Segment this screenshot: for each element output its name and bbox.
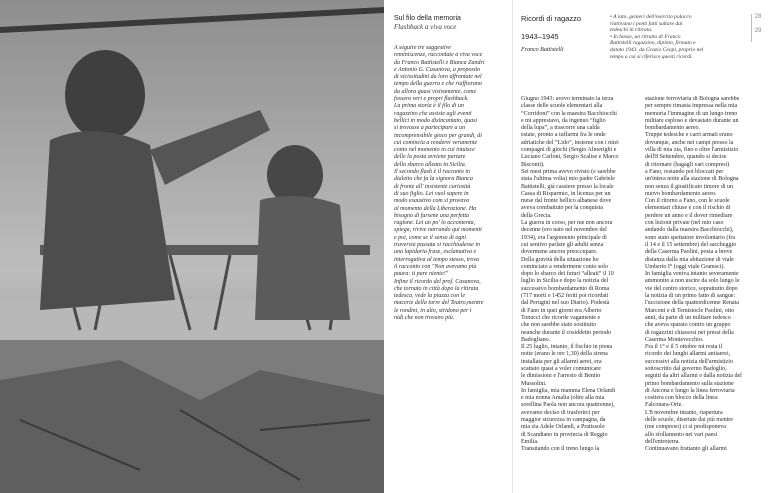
section-title: Sul filo della memoria	[394, 15, 461, 22]
section-subtitle: Flashback a viva voce	[394, 23, 457, 31]
article-title: Ricordi di ragazzo	[521, 14, 582, 23]
page-numbers	[751, 14, 764, 42]
page-number-left: 28	[751, 14, 764, 28]
body-text-2: stazione ferroviaria di Bologna sarebbe per sempre rimasta impressa nella mia memoria l'immagine di un lungo treno militare esploso e devastato durante un bombardamento aereo. Truppe tedesche e carri armati erano dovunque, anche nei campi presso la villa di mia zia, fino e oltre l'armistizio dell'8 Settembre, quando si decise di ritornare (bagagli vari compresi) a Fano, restando poi bloccati per un'intera notte alla stazione di Bologna non senza il giustificato timore di un nuovo bombardamento aereo. Con il ritorno a Fano, con le scuole elementari chiuse e con il rischio di perdere un anno e il dover rimediare con lezioni private (nel mio caso andando dalla maestra Bacchiocchi), sono stato spettatore involontario (fra il 14 e il 15 settembre) del saccheggio della Caserma Paolini, posta a breve distanza dalla mia abitazione di viale Umberto I° (oggi viale Gramsci). In famiglia veniva intanto severamente ammonito a non uscire da solo lungo le vie del centro storico, soprattutto dopo la notizia di un primo fatto di sangue: l'uccisione della quattordicenne Renata Marconi e di Temistocle Paolini, otto anni, da parte di un militare tedesco che aveva sparato contro un gruppo di ragazzini chiassosi nei pressi della Caserma Montevecchio. Fra il 1° e il 5 ottobre mi resta il ricordo dei lunghi allarmi antiaerei, successivi alla notizia dell'armistizio sottoscritto dal governo Badoglio, seguiti da altri allarmi e dalla notizia del primo bombardamento sulla stazione di Ancona e lungo la linea ferroviaria costiera con blocco della linea Falconara-Orte. L'8 novembre intanto, riapertura delle scuole, disertate dai più mentre (me compreso) ci si predisponeva allo sfollamento nei vari paesi dell'entroterra. Continuavano frattanto gli allarmi	[645, 96, 742, 453]
intro-paragraph: A seguire tre suggestive reminiscenze, raccontate a viva voce da Franco Battistelli e Bianca Zandri e Antonio G. Casanova, a proposito di vicissitudini da loro affrontate nel tempo della guerra e che riaffiorano da allora quasi visivamente, come fossero veri e propri flashback. La prima storia è il filo di un ragazzino che assiste agli eventi bellici in modo disincantato, quasi si trovasse a partecipare a un incomprensibile gioco per grandi, di cui comincia a renderei veramente conto nel momento in cui intuisce delle la posta avviene partare dello sbarco alleato in Sicilia. Il secondo flash è il racconto in dialetto che fa la signora Bianca di fronte all' insistente curiosità di suo figlio. Lei vuol sapere in modo esaustivo com si provava al momento della Liberazione. Ha bisogno di farsene una perfetta ragione. Lei un po' lo accontenta, spiega, rivive narrando qui momenti e poi, come se il senso di ogni traversia passata si racchiudesse in una lapidaria frase, esclamativa e interrogativa al tempo stesso, trova il racconto con "Non avevamo più paura: ti pare niente!" Infine il ricordo del prof. Casanova, che tornato in città dopo la ritirata tedesca, vede la piazza con le macerie della torre del Teatro,mentre le rondini, in alto, stridono per i nidi che non trovano più.	[394, 45, 485, 321]
section-kicker	[394, 14, 461, 32]
column-divider	[512, 0, 513, 493]
article-author: Franco Battistelli	[521, 47, 564, 53]
body-column-2	[645, 96, 763, 488]
photo-captions: • A lato, genieri dell'esercito polacco riattivano i ponti fatti saltare dai tedeschi in ritirata. • In basso, un ritratto di Franco Battistelli ragazzino, dipinto, firmato e datato 1943, da Grazio Ceopi, proprio nel tempo a cui si riferisce questi ricordi.	[610, 14, 704, 60]
article-years: 1943–1945	[521, 32, 559, 41]
body-column-1	[521, 96, 639, 488]
body-text-1: Giugno 1943: avevo terminato la terza classe delle scuole elementari alla “Corridoni” con la maestra Bacchiocchi e mi apprestavo, da ingenuo “figlio della lupa”, a trascorre una calda estate, pronto a tuffarmi fra le onde adriatiche del “Lido”, insieme con i miei compagni di giochi (Sergio Almerighi e Luciano Carloni, Sergio Scalise e Marco Bisconti). Sei mesi prima avevo rivisto (e sarebbe stata l'ultima volta) mio padre Gabriele Battistelli, già cassiere presso la locale Cassa di Risparmio, in licenza per un mese dal fronte bellico albanese dove aveva combattuto per la conquista della Grecia. La guerra in corso, per me non ancora decenne (ero nato nel novembre del 1934), era l'argomento principale di cui sentivo parlare gli adulti senza dovermene ancora preoccupare. Della gravità della situazione ho cominciato a rendermene conto solo dopo lo sbarco dei futuri “alleati” il 10 luglio in Sicilia e dopo la notizia del successivo bombardamento di Roma (717 morti e 1452 feriti poi ricordati dal Perugini nel suo Diario). Podestà di Fano in quei giorni era Alberto Tonucci che ricorde vagamente e che non sarebbe stato sostituito neanche durante il cosiddetto periodo Badogliano. Il 25 luglio, intanto, il fischio in piena notte (erano le ore 1,30) della sirena installata per gli allarmi aerei, era scattato quasi a voler comunicare le dimissioni e l'arresto di Benito Mussolini. In famiglia, mia mamma Elena Orlandi e mia nonna Amalia (oltre alla mia sorellina Paola non ancora quattrenne), avevamo deciso di trasferirci per maggior sicurezza in campagna, da mia zia Adele Orlandi, a Pratissolo di Scandiano in provincia di Reggio Emilia. Transitando con il treno lungo la	[521, 96, 619, 453]
page-number-right: 29	[751, 28, 764, 42]
